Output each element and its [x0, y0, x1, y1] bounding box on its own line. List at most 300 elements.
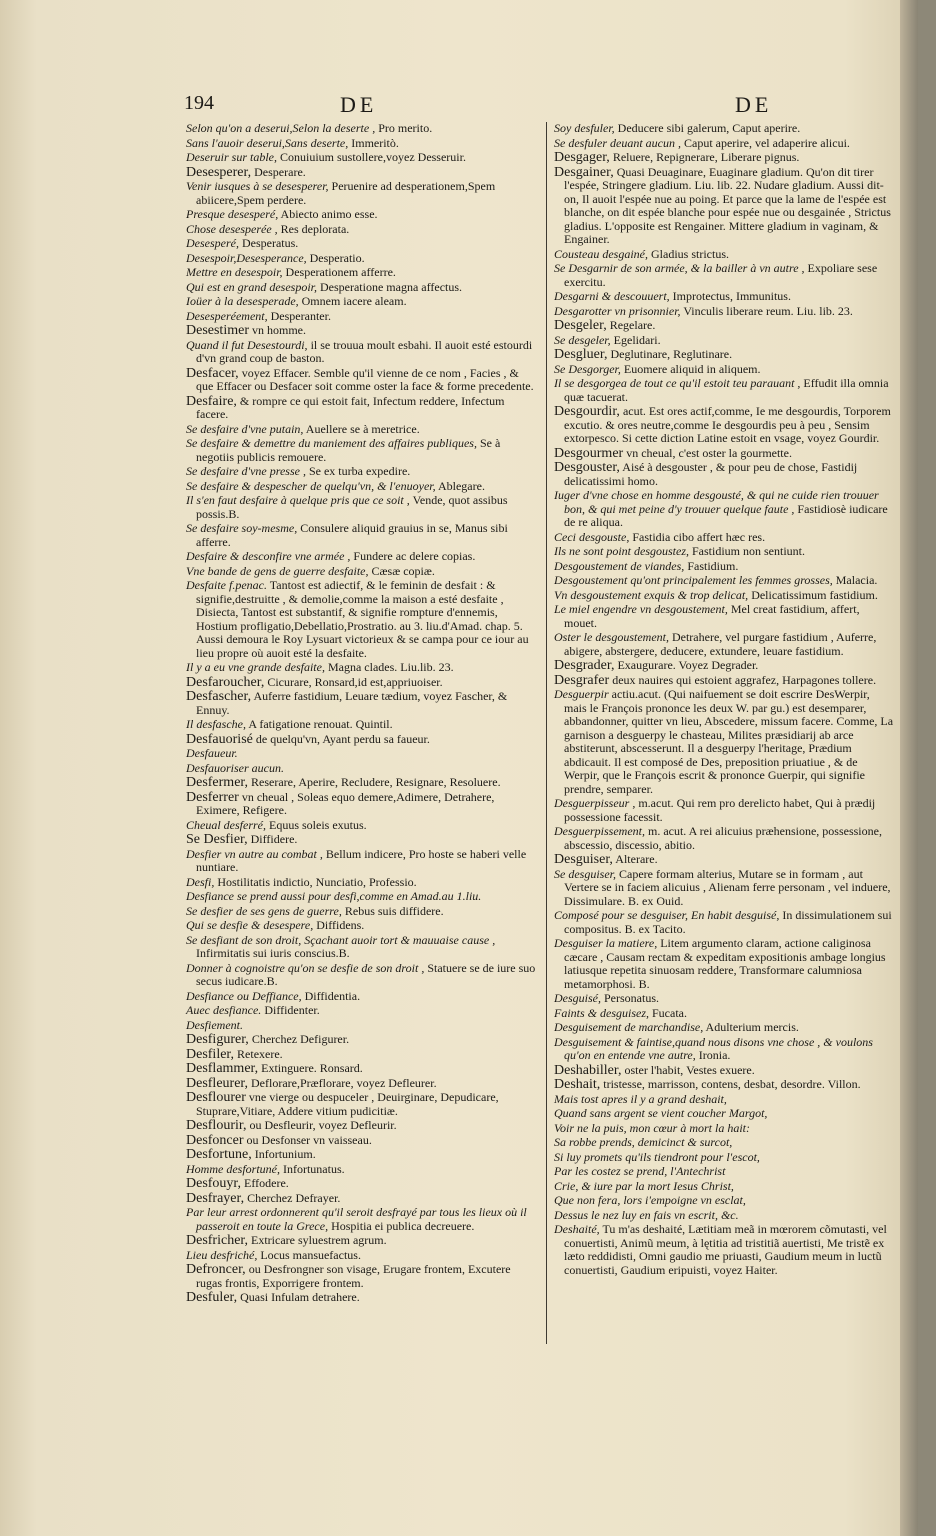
- entry-text: Cherchez Defigurer.: [251, 1032, 350, 1046]
- dictionary-entry: [554, 248, 894, 262]
- entry-term: Il s'en faut desfaire à quelque pris que ce soit ,: [186, 493, 410, 507]
- dictionary-entry: [186, 1163, 536, 1177]
- entry-term: Desesperé,: [186, 236, 239, 250]
- entry-text: In dissimulationem sui compositus. B. ex Tacito.: [564, 908, 892, 936]
- entry-term: Ioüer à la desesperade,: [186, 294, 299, 308]
- dictionary-entry: [186, 1263, 536, 1290]
- dictionary-entry: [186, 747, 536, 761]
- entry-text: Personatus.: [604, 991, 659, 1005]
- dictionary-entry: [554, 909, 894, 936]
- entry-term: Se Desgorger,: [554, 361, 621, 376]
- entry-text: Desperatus.: [241, 236, 299, 250]
- entry-term: Se desfaire & demettre du maniement des affaires publiques,: [186, 436, 477, 450]
- entry-term: Par leur arrest ordonnerent qu'il seroit desfrayé par tous les lieux où il passeroit en toute la Grece,: [186, 1205, 527, 1233]
- entry-text: Gladius strictus.: [651, 246, 729, 261]
- entry-term: Desesperer,: [186, 164, 252, 180]
- entry-text: Infortunium.: [254, 1147, 316, 1161]
- entry-term: Quand sans argent se vient coucher Margot,: [554, 1106, 768, 1120]
- dictionary-entry: [186, 733, 536, 747]
- entry-text: Retexere.: [237, 1046, 283, 1061]
- entry-term: Composé pour se desguiser, En habit desguisé,: [554, 908, 780, 922]
- entry-text: Rebus suis diffidere.: [344, 903, 444, 918]
- entry-text: Ironia.: [698, 1048, 731, 1062]
- entry-term: Desguisement & faintise,quand nous disons vne chose , & voulons qu'on en entende vne autre,: [554, 1034, 873, 1062]
- entry-term: Quand il fut Desestourdi,: [186, 337, 308, 352]
- entry-text: Expoliare sese exercitu.: [564, 261, 878, 289]
- dictionary-entry: [186, 310, 536, 324]
- dictionary-entry: [186, 1134, 536, 1148]
- entry-text: Cicurare, Ronsard,id est,appriuoiser.: [267, 674, 443, 689]
- entry-term: Desespoir,Desesperance,: [186, 250, 307, 265]
- entry-text: Equus soleis exutus.: [269, 817, 367, 832]
- entry-text: Desperationem afferre.: [285, 265, 396, 279]
- dictionary-entry: [554, 1078, 894, 1092]
- entry-term: Deshaité,: [554, 1222, 600, 1236]
- entry-text: Reluere, Repignerare, Liberare pignus.: [612, 150, 800, 164]
- entry-text: Detrahere, vel purgare fastidium , Auferre, abigere, abstergere, deducere, extundere, leuare fastidium.: [564, 630, 877, 658]
- dictionary-entry: [554, 1136, 894, 1150]
- dictionary-entry: [186, 1148, 536, 1162]
- entry-text: m.acut. Qui rem pro derelicto habet, Qui à prædij possessione facessit.: [564, 796, 876, 824]
- dictionary-entry: [554, 122, 894, 136]
- entry-term: Le miel engendre vn desgoustement,: [554, 602, 728, 616]
- dictionary-entry: [186, 676, 536, 690]
- entry-text: Fastidium non sentiunt.: [692, 544, 806, 558]
- entry-term: Presque desesperé,: [186, 207, 279, 221]
- entry-text: Conuiuium sustollere,voyez Desseruir.: [280, 150, 466, 164]
- dictionary-entry: [186, 690, 536, 717]
- entry-text: Extricare syluestrem agrum.: [251, 1233, 387, 1247]
- entry-term: Desflourer: [186, 1090, 246, 1105]
- dictionary-entry: [554, 853, 894, 867]
- entry-text: Infortunatus.: [282, 1161, 345, 1176]
- dictionary-entry: [554, 1036, 894, 1063]
- entry-text: Diffidentia.: [304, 988, 361, 1003]
- dictionary-entry: [554, 1064, 894, 1078]
- entry-term: Se desgeler,: [554, 332, 611, 347]
- entry-text: Desperatio.: [309, 250, 365, 265]
- entry-term: Auec desfiance.: [186, 1003, 262, 1017]
- entry-term: Qui est en grand desespoir,: [186, 279, 317, 294]
- entry-term: Desfaire,: [186, 393, 237, 409]
- entry-term: Desfaueur.: [186, 746, 238, 760]
- entry-term: Desfaire & desconfire vne armée ,: [186, 549, 351, 563]
- dictionary-entry: [554, 305, 894, 319]
- dictionary-entry: [186, 324, 536, 338]
- entry-text: Magna clades. Liu.lib. 23.: [327, 660, 454, 674]
- dictionary-entry: [186, 437, 536, 464]
- dictionary-entry: [186, 465, 536, 479]
- dictionary-entry: [554, 688, 894, 796]
- entry-term: Mettre en desespoir,: [186, 265, 283, 279]
- dictionary-entry: [554, 992, 894, 1006]
- entry-text: Vende, quot assibus possis.B.: [196, 493, 508, 521]
- entry-term: Desfleurer,: [186, 1075, 249, 1091]
- entry-term: Iuger d'vne chose en homme desgousté, & qui ne cuide rien trouuer bon, & qui met peine d'y trouuer quelque faute ,: [554, 488, 879, 516]
- dictionary-entry: [554, 1223, 894, 1277]
- entry-term: Desferrer: [186, 789, 239, 805]
- entry-text: acut. Est ores actif,comme, Ie me desgourdis, Torporem excutio. & ores neutre,comme Ie desgourdis peu à peu , Sensim extorpesco. Si cette diction Latine estoit en vsage, voyez Gourdir.: [564, 404, 891, 445]
- dictionary-entry: [186, 122, 536, 136]
- dictionary-entry: [186, 848, 536, 875]
- dictionary-entry: [554, 1093, 894, 1107]
- dictionary-entry: [186, 1177, 536, 1191]
- entry-text: Pro merito.: [378, 121, 433, 135]
- entry-text: Alterare.: [615, 852, 658, 866]
- dictionary-entry: [186, 934, 536, 961]
- entry-term: Se Desgarnir de son armée, & la bailler à vn autre ,: [554, 261, 805, 275]
- entry-text: Abiecto animo esse.: [280, 207, 378, 221]
- entry-text: Malacia.: [835, 573, 878, 587]
- entry-term: Que non fera, lors i'empoigne vn esclat,: [554, 1193, 746, 1207]
- dictionary-entry: [186, 137, 536, 151]
- entry-text: Locus mansuefactus.: [260, 1247, 361, 1262]
- entry-term: Desgainer,: [554, 164, 614, 180]
- right-column: [554, 122, 894, 1278]
- entry-text: Omnem iacere aleam.: [301, 294, 407, 308]
- entry-term: Desgarni & descouuert,: [554, 289, 670, 303]
- entry-term: Il se desgorgea de tout ce qu'il estoit teu parauant ,: [554, 376, 801, 390]
- entry-term: Desfaite f.penac.: [186, 578, 267, 592]
- dictionary-entry: [554, 166, 894, 247]
- dictionary-entry: [186, 776, 536, 790]
- entry-text: vn cheual , Soleas equo demere,Adimere, Detrahere, Eximere, Refigere.: [196, 789, 495, 817]
- dictionary-entry: [186, 1291, 536, 1305]
- entry-term: Desgluer,: [554, 347, 608, 362]
- dictionary-entry: [186, 962, 536, 989]
- dictionary-entry: [186, 1062, 536, 1076]
- dictionary-entry: [186, 281, 536, 295]
- entry-term: Desgourmer: [554, 445, 624, 461]
- dictionary-entry: [186, 1004, 536, 1018]
- entry-term: Voir ne la puis, mon cœur à mort la hait:: [554, 1120, 751, 1135]
- dictionary-entry: [186, 480, 536, 494]
- entry-term: Sa robbe prends, demicinct & surcot,: [554, 1135, 733, 1149]
- entry-text: Immeritò.: [351, 135, 399, 150]
- entry-text: vn homme.: [251, 323, 306, 337]
- entry-term: Soy desfuler,: [554, 121, 615, 135]
- entry-text: Fucata.: [652, 1005, 687, 1020]
- entry-text: Cæsæ copiæ.: [371, 563, 435, 578]
- entry-text: m. acut. A rei alicuius præhensione, possessione, abscessio, discessio, abitio.: [564, 824, 882, 852]
- entry-text: actiu.acut. (Qui naifuement se doit escrire DesWerpir, mais le François prononce les deux W. par gu.) est desemparer, abbandonner, quitter vn lieu, Abscedere, missum facere. Comme, La garnison a desguerpy le chasteau, Milites præsidiarij ab arce abstiterunt, abscesserunt. Il a desguerpy l'heritage, Prædium abdicauit. Il est composé de Des, preposition priuatiue , & de Werpir, que le François escrit & prononce Guerpir, qui signifie prendre, semparer.: [564, 687, 894, 796]
- dictionary-entry: [186, 718, 536, 732]
- entry-term: Oster le desgoustement,: [554, 630, 669, 644]
- entry-text: Deflorare,Præflorare, voyez Defleurer.: [251, 1075, 437, 1090]
- entry-term: Desfiance se prend aussi pour desfi,comme en Amad.au 1.liu.: [186, 889, 482, 903]
- entry-term: Par les costez se prend, l'Antechrist: [554, 1164, 726, 1178]
- entry-term: Se desfaire d'vne presse ,: [186, 464, 306, 478]
- entry-term: Se Desfier,: [186, 832, 248, 847]
- entry-term: Dessus le nez luy en fais vn escrit, &c.: [554, 1207, 739, 1222]
- entry-text: Desperanter.: [270, 308, 331, 323]
- entry-text: Egelidari.: [613, 332, 661, 347]
- dictionary-entry: [186, 166, 536, 180]
- entry-text: Aisé à desgouster , & pour peu de chose, Fastidij delicatissimi homo.: [564, 460, 858, 488]
- dictionary-entry: [186, 237, 536, 251]
- column-divider: [546, 122, 547, 1344]
- entry-text: Auellere se à meretrice.: [305, 421, 420, 436]
- entry-text: Res deplorata.: [280, 221, 350, 236]
- dictionary-entry: [186, 579, 536, 660]
- entry-text: Hostilitatis indictio, Nunciatio, Professio.: [217, 874, 417, 889]
- entry-text: Capere formam alterius, Mutare se in formam , aut Vertere se in faciem alicuius , Alienam ferre personam , vel induere, Dissimulare. B. ex Ouid.: [564, 866, 891, 908]
- entry-term: Il y a eu vne grande desfaite,: [186, 660, 325, 674]
- dictionary-entry: [554, 560, 894, 574]
- entry-term: Desfouyr,: [186, 1176, 242, 1191]
- dictionary-entry: [554, 348, 894, 362]
- dictionary-entry: [554, 1122, 894, 1136]
- dictionary-entry: [186, 1249, 536, 1263]
- dictionary-entry: [554, 1107, 894, 1121]
- dictionary-entry: [554, 377, 894, 404]
- dictionary-entry: [554, 589, 894, 603]
- entry-term: Ils ne sont point desgoustez,: [554, 544, 689, 558]
- entry-text: voyez Effacer. Semble qu'il vienne de ce nom , Facies , & que Effacer ou Desfacer soit comme oster la face & forme precedente.: [196, 365, 534, 393]
- dictionary-entry: [554, 631, 894, 658]
- dictionary-entry: [554, 363, 894, 377]
- dictionary-entry: [554, 531, 894, 545]
- entry-term: Se desfiant de son droit, Sçachant auoir tort & mauuaise cause ,: [186, 932, 496, 947]
- entry-text: Deducere sibi galerum, Caput aperire.: [617, 121, 801, 135]
- dictionary-entry: [554, 489, 894, 530]
- entry-term: Donner à cognoistre qu'on se desfie de son droit ,: [186, 960, 425, 975]
- dictionary-entry: [186, 208, 536, 222]
- entry-term: Desgouster,: [554, 460, 620, 475]
- entry-text: Mel creat fastidium, affert, mouet.: [564, 602, 860, 630]
- entry-text: Diffidenter.: [264, 1003, 320, 1017]
- entry-term: Crie, & iure par la mort Iesus Christ,: [554, 1178, 734, 1193]
- entry-term: Se desfaire & despescher de quelqu'vn, & l'enuoyer,: [186, 478, 436, 493]
- entry-term: Desfauorisé: [186, 731, 253, 747]
- entry-term: Desgoustement de viandes,: [554, 558, 685, 573]
- entry-text: deux nauires qui estoient aggrafez, Harpagones tollere.: [612, 672, 877, 687]
- entry-text: Quasi Infulam detrahere.: [240, 1290, 360, 1304]
- entry-term: Desfrayer,: [186, 1190, 245, 1206]
- entry-text: Effudit illa omnia quæ tacuerat.: [564, 376, 889, 404]
- dictionary-entry: [186, 1119, 536, 1133]
- entry-term: Qui se desfie & desespere,: [186, 918, 314, 932]
- entry-term: Defroncer,: [186, 1262, 246, 1277]
- dictionary-entry: [186, 565, 536, 579]
- dictionary-entry: [554, 868, 894, 909]
- dictionary-entry: [554, 1021, 894, 1035]
- entry-term: Desfacer,: [186, 365, 239, 381]
- entry-term: Desguiser la matiere,: [554, 936, 658, 950]
- entry-text: Diffidens.: [316, 918, 365, 932]
- entry-term: Desgrafer: [554, 672, 610, 688]
- entry-term: Se desfaire d'vne putain,: [186, 421, 304, 436]
- dictionary-entry: [186, 1091, 536, 1118]
- entry-text: Improtectus, Immunitus.: [672, 289, 791, 303]
- dictionary-entry: [186, 494, 536, 521]
- entry-term: Desguiser,: [554, 852, 613, 867]
- dictionary-entry: [186, 1206, 536, 1233]
- dictionary-entry: [554, 1194, 894, 1208]
- entry-term: Desgoustement qu'ont principalement les femmes grosses,: [554, 573, 833, 587]
- entry-text: Litem argumento claram, actione caliginosa cæcare , Causam rectam & expeditam expositionis ambage longius latiusque repetita sinuosam reddere, Transformare calumniosa metamorphosi. B.: [564, 936, 886, 991]
- entry-text: ou Desfrongner son visage, Erugare frontem, Excutere rugas frontis, Exporrigere frontem.: [196, 1262, 511, 1290]
- entry-text: ou Desfleurir, voyez Defleurir.: [249, 1118, 397, 1132]
- entry-text: Fastidia cibo affert hæc res.: [632, 529, 766, 544]
- entry-term: Desfauoriser aucun.: [186, 760, 284, 775]
- dictionary-entry: [554, 825, 894, 852]
- entry-term: Venir iusques à se desesperer,: [186, 179, 329, 193]
- dictionary-entry: [186, 295, 536, 309]
- entry-term: Selon qu'on a deserui,Selon la deserte ,: [186, 121, 376, 135]
- dictionary-entry: [554, 659, 894, 673]
- entry-text: vne vierge ou despuceler , Deuirginare, Depudicare, Stuprare,Vitiare, Addere vitium pudicitiæ.: [196, 1090, 499, 1118]
- entry-term: Desguerpisseur ,: [554, 796, 636, 810]
- dictionary-entry: [186, 223, 536, 237]
- dictionary-entry: [186, 919, 536, 933]
- entry-text: Euomere aliquid in aliquem.: [623, 361, 761, 376]
- dictionary-entry: [186, 876, 536, 890]
- dictionary-entry: [186, 1077, 536, 1091]
- dictionary-entry: [186, 1192, 536, 1206]
- running-head-right: DE: [735, 92, 773, 117]
- entry-term: Desflammer,: [186, 1061, 259, 1076]
- dictionary-entry: [186, 252, 536, 266]
- dictionary-entry: [554, 574, 894, 588]
- entry-text: Hospitia ei publica decreuere.: [331, 1218, 475, 1233]
- entry-text: Adulterium mercis.: [705, 1020, 799, 1034]
- dictionary-entry: [186, 1234, 536, 1248]
- entry-term: Desfiement.: [186, 1017, 243, 1032]
- entry-term: Desguerpissement,: [554, 824, 645, 838]
- entry-text: Tu m'as deshaité, Lætitiam meã in mœrorem cõmutasti, vel conuertisti, Animũ meum, à lętitia ad tristitiã auertisti, Me tristẽ ex læto reddidisti, Omni gaudio me priuasti, Gaudium meum in luctũ conuertisti, Gaudium eripuisti, voyez Haiter.: [564, 1222, 887, 1277]
- dictionary-entry: [186, 762, 536, 776]
- entry-term: Desfortune,: [186, 1147, 252, 1162]
- dictionary-entry: [186, 661, 536, 675]
- entry-text: Fastidium.: [687, 558, 739, 573]
- entry-text: Diffidere.: [250, 832, 298, 846]
- dictionary-entry: [186, 339, 536, 366]
- entry-term: Se desguiser,: [554, 866, 616, 881]
- entry-text: tristesse, marrisson, contens, desbat, desordre. Villon.: [603, 1077, 861, 1091]
- entry-term: Deseruir sur table,: [186, 150, 277, 164]
- dictionary-entry: [554, 674, 894, 688]
- dictionary-entry: [186, 266, 536, 280]
- entry-term: Se desfaire soy-mesme,: [186, 521, 298, 535]
- entry-term: Desfaroucher,: [186, 674, 265, 690]
- entry-text: Vinculis liberare reum. Liu. lib. 23.: [683, 303, 853, 318]
- entry-term: Vn desgoustement exquis & trop delicat,: [554, 587, 749, 602]
- dictionary-entry: [186, 833, 536, 847]
- entry-term: Desesperéement,: [186, 308, 268, 323]
- dictionary-entry: [186, 890, 536, 904]
- dictionary-entry: [554, 1007, 894, 1021]
- entry-text: & rompre ce qui estoit fait, Infectum reddere, Infectum facere.: [196, 393, 505, 421]
- dictionary-entry: [554, 137, 894, 151]
- entry-text: Peruenire ad desperationem,Spem abiicere,Spem perdere.: [196, 179, 496, 207]
- entry-text: Desperatione magna affectus.: [320, 279, 463, 294]
- entry-term: Deshait,: [554, 1077, 601, 1092]
- entry-text: Auferre fastidium, Leuare tædium, voyez Fascher, & Ennuy.: [196, 689, 508, 717]
- dictionary-entry: [186, 1033, 536, 1047]
- entry-term: Desguerpir: [554, 687, 609, 701]
- dictionary-entry: [186, 423, 536, 437]
- dictionary-entry: [554, 151, 894, 165]
- dictionary-entry: [186, 180, 536, 207]
- entry-text: Ablegare.: [437, 478, 485, 493]
- dictionary-entry: [186, 1048, 536, 1062]
- dictionary-entry: [186, 1019, 536, 1033]
- entry-text: Infirmitatis sui iuris conscius.B.: [196, 946, 350, 960]
- entry-term: Homme desfortuné,: [186, 1161, 280, 1176]
- entry-text: oster l'habit, Vestes exuere.: [624, 1062, 755, 1077]
- dictionary-entry: [186, 905, 536, 919]
- entry-term: Desflourir,: [186, 1118, 247, 1133]
- dictionary-entry: [554, 1180, 894, 1194]
- entry-term: Desgrader,: [554, 658, 615, 673]
- entry-text: Consulere aliquid grauius in se, Manus sibi afferre.: [196, 521, 508, 549]
- dictionary-entry: [554, 334, 894, 348]
- entry-text: Bellum indicere, Pro hoste se haberi velle nuntiare.: [196, 846, 527, 874]
- entry-term: Desfier vn autre au combat ,: [186, 846, 323, 861]
- entry-term: Desfiler,: [186, 1046, 235, 1062]
- entry-text: Delicatissimum fastidium.: [751, 587, 878, 602]
- entry-term: Chose desesperée ,: [186, 221, 278, 236]
- entry-term: Desgager,: [554, 150, 610, 165]
- dictionary-entry: [554, 405, 894, 446]
- entry-term: Desfigurer,: [186, 1032, 249, 1047]
- entry-term: Desfiance ou Deffiance,: [186, 988, 302, 1003]
- dictionary-entry: [554, 290, 894, 304]
- entry-term: Se desfier de ses gens de guerre,: [186, 903, 342, 918]
- dictionary-entry: [186, 522, 536, 549]
- left-column: [186, 122, 536, 1306]
- entry-term: Cheual desferré,: [186, 817, 266, 832]
- dictionary-entry: [186, 550, 536, 564]
- entry-term: Si luy promets qu'ils tiendront pour l'escot,: [554, 1149, 760, 1164]
- entry-text: de quelqu'vn, Ayant perdu sa faueur.: [255, 731, 430, 746]
- entry-term: Ceci desgouste,: [554, 529, 630, 544]
- entry-text: ou Desfonser vn vaisseau.: [246, 1132, 372, 1147]
- entry-term: Deshabiller,: [554, 1062, 622, 1078]
- entry-text: Regelare.: [609, 318, 656, 332]
- entry-term: Sans l'auoir deserui,Sans deserte,: [186, 135, 349, 150]
- entry-term: Desfricher,: [186, 1233, 249, 1248]
- entry-text: Tantost est adiectif, & le feminin de desfait : & signifie,destruitte , & demolie,comme la maison a esté desfaite , Disiecta, Tantost est substantif, & signifie rompture d'ennemis, Hostium profligatio,Debellatio,Prostratio. au 3. liu.d'Amad. chap. 5. Aussi demoura le Roy Lysuart victorieux & se campa pour ce iour au lieu propre où auoit esté la desfaite.: [196, 578, 529, 660]
- entry-text: A fatigatione renouat. Quintil.: [248, 717, 393, 731]
- entry-term: Desfuler,: [186, 1290, 238, 1305]
- dictionary-entry: [554, 319, 894, 333]
- entry-text: Fastidiosè iudicare de re aliqua.: [564, 501, 888, 529]
- entry-text: Fundere ac delere copias.: [353, 549, 476, 563]
- dictionary-entry: [186, 367, 536, 394]
- entry-term: Desgeler,: [554, 318, 607, 333]
- entry-term: Il desfasche,: [186, 717, 246, 731]
- entry-text: Statuere se de iure suo secus iudicare.B.: [196, 960, 536, 988]
- dictionary-entry: [554, 447, 894, 461]
- page-edge: [900, 0, 918, 1536]
- dictionary-entry: [554, 937, 894, 991]
- dictionary-entry: [554, 1151, 894, 1165]
- dictionary-entry: [186, 151, 536, 165]
- entry-text: Caput aperire, vel adaperire alicui.: [683, 135, 850, 150]
- entry-text: Deglutinare, Reglutinare.: [610, 347, 733, 361]
- entry-term: Faints & desguisez,: [554, 1005, 649, 1020]
- dictionary-entry: [186, 395, 536, 422]
- entry-term: Desfoncer: [186, 1132, 244, 1148]
- entry-term: Desgarotter vn prisonnier,: [554, 303, 681, 318]
- entry-term: Desestimer: [186, 323, 249, 338]
- dictionary-entry: [554, 1165, 894, 1179]
- entry-text: Exaugurare. Voyez Degrader.: [617, 658, 759, 672]
- dictionary-entry: [554, 797, 894, 824]
- entry-term: Cousteau desgainé,: [554, 246, 648, 261]
